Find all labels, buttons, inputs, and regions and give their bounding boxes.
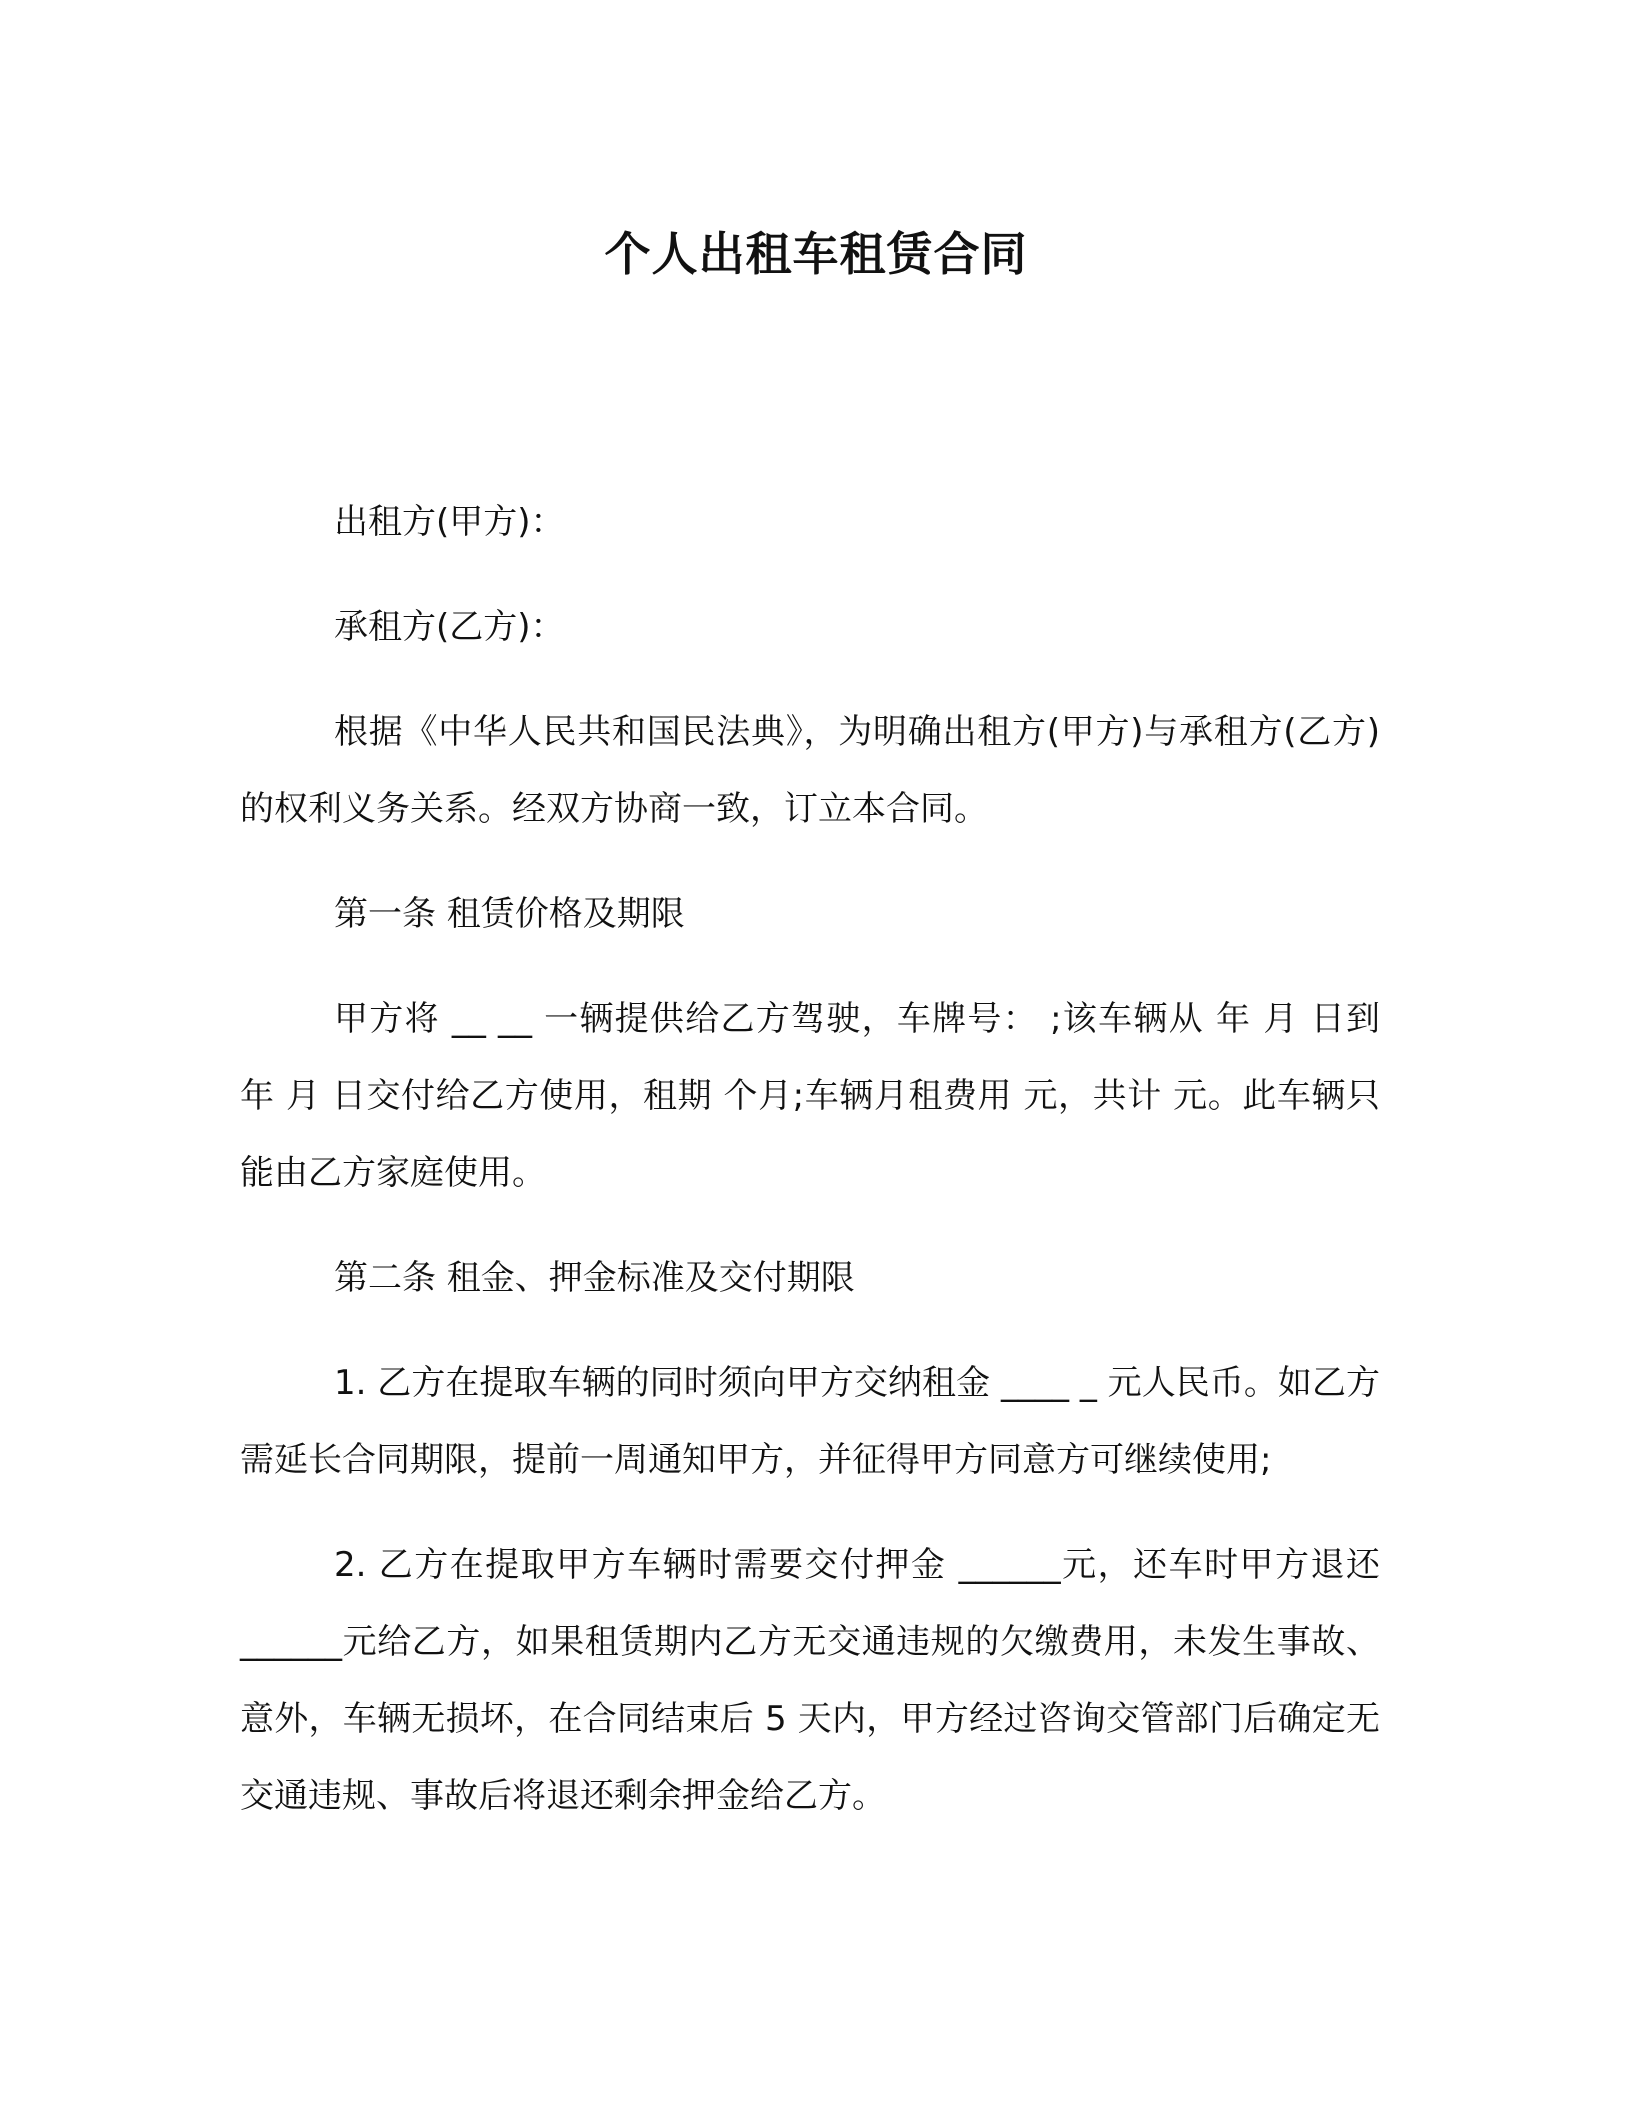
article-1-heading: 第一条 租赁价格及期限 xyxy=(334,894,685,934)
lessee-line: 承租方(乙方)： xyxy=(334,607,565,647)
article-2-heading: 第二条 租金、押金标准及交付期限 xyxy=(334,1258,855,1298)
lessor-line: 出租方(甲方)： xyxy=(334,502,565,542)
article-1-paragraph: 甲方将 __ __ 一辆提供给乙方驾驶，车牌号： ;该车辆从 年 月 日到 年 月 日交付给乙方使用，租期 个月;车辆月租费用 元，共计 元。此车辆只能由乙方家庭使用。 xyxy=(240,999,1380,1193)
article-2-clause-1: 1. 乙方在提取车辆的同时须向甲方交纳租金 ____ _ 元人民币。如乙方需延长合同期限，提前一周通知甲方，并征得甲方同意方可继续使用; xyxy=(240,1363,1380,1480)
document-title: 个人出租车租赁合同 xyxy=(604,227,1028,281)
document-body xyxy=(240,484,1380,1863)
article-2-clause-2: 2. 乙方在提取甲方车辆时需要交付押金 ______元，还车时甲方退还 ______元给乙方，如果租赁期内乙方无交通违规的欠缴费用，未发生事故、意外，车辆无损坏，在合同结束后 5 天内，甲方经过咨询交管部门后确定无交通违规、事故后将退还剩余押金给乙方。 xyxy=(240,1545,1380,1816)
preamble-paragraph: 根据《中华人民共和国民法典》，为明确出租方(甲方)与承租方(乙方)的权利义务关系。经双方协商一致，订立本合同。 xyxy=(240,712,1380,829)
